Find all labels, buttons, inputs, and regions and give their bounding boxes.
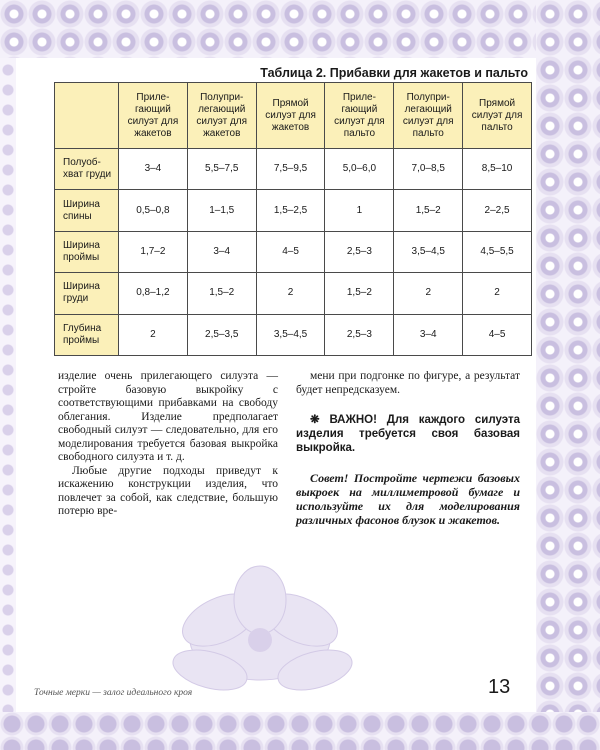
table-cell: 1,5–2 — [325, 273, 394, 314]
table-cell: 2,5–3 — [325, 231, 394, 272]
table-row — [55, 149, 532, 190]
table-cell: 2 — [119, 314, 188, 355]
table-cell: 2–2,5 — [463, 190, 532, 231]
header-cell: Приле- гающий силуэт для пальто — [325, 83, 394, 149]
table-cell: 3–4 — [187, 231, 256, 272]
row-label: Полуоб- хват груди — [55, 149, 119, 190]
page-number: 13 — [488, 676, 511, 698]
table-cell: 3,5–4,5 — [394, 231, 463, 272]
table-cell: 7,5–9,5 — [256, 149, 325, 190]
table-cell: 0,8–1,2 — [119, 273, 188, 314]
table-cell: 2 — [394, 273, 463, 314]
paragraph: изделие очень прилегающего силуэта — стройте базовую выкройку с соответствующими прибавками на свободу облегания. Изделие предполагает свободный силуэт — следовательно, для его моделирования требуется базовая выкройка свободного силуэта и т. д. — [58, 370, 278, 463]
table-cell: 4,5–5,5 — [463, 231, 532, 272]
paragraph: мени при подгонке по фигуре, а результат будет непредсказуем. — [296, 370, 520, 396]
header-cell: Приле- гающий силуэт для жакетов — [119, 83, 188, 149]
table-row — [55, 314, 532, 355]
table-cell: 4–5 — [256, 231, 325, 272]
text-column-right — [296, 370, 520, 527]
table-cell: 0,5–0,8 — [119, 190, 188, 231]
allowances-table — [54, 82, 532, 356]
row-label: Ширина проймы — [55, 231, 119, 272]
table-cell: 2 — [463, 273, 532, 314]
row-label: Ширина груди — [55, 273, 119, 314]
table-cell: 1–1,5 — [187, 190, 256, 231]
header-cell: Полупри- легающий силуэт для жакетов — [187, 83, 256, 149]
table-cell: 1,5–2,5 — [256, 190, 325, 231]
table-cell: 5,5–7,5 — [187, 149, 256, 190]
table-cell: 2,5–3 — [325, 314, 394, 355]
table-cell: 1,7–2 — [119, 231, 188, 272]
row-label: Ширина спины — [55, 190, 119, 231]
table-cell: 4–5 — [463, 314, 532, 355]
table-cell: 1 — [325, 190, 394, 231]
lace-border-right — [536, 0, 600, 750]
header-cell: Прямой силуэт для жакетов — [256, 83, 325, 149]
paragraph: Любые другие подходы приведут к искажению конструкции изделия, что повлечет за собой, как следствие, большую потерю вре- — [58, 464, 278, 517]
table-cell: 1,5–2 — [394, 190, 463, 231]
table-row — [55, 231, 532, 272]
table-cell: 5,0–6,0 — [325, 149, 394, 190]
table-row — [55, 190, 532, 231]
footer-caption: Точные мерки — залог идеального кроя — [34, 688, 193, 698]
table-header-row — [55, 83, 532, 149]
lace-border-bottom — [0, 712, 600, 750]
table-cell: 8,5–10 — [463, 149, 532, 190]
table-corner-cell — [55, 83, 119, 149]
table-cell: 3–4 — [394, 314, 463, 355]
lace-border-left — [0, 0, 16, 750]
table-cell: 3,5–4,5 — [256, 314, 325, 355]
important-note: ❋ ВАЖНО! Для каждого силуэта изделия требуется своя базовая выкройка. — [296, 414, 520, 454]
table-cell: 2,5–3,5 — [187, 314, 256, 355]
table-cell: 3–4 — [119, 149, 188, 190]
table-cell: 7,0–8,5 — [394, 149, 463, 190]
header-cell: Прямой силуэт для пальто — [463, 83, 532, 149]
row-label: Глубина проймы — [55, 314, 119, 355]
lace-border-top — [0, 0, 600, 58]
table-title: Таблица 2. Прибавки для жакетов и пальто — [260, 66, 528, 80]
table-row — [55, 273, 532, 314]
table-cell: 1,5–2 — [187, 273, 256, 314]
table-cell: 2 — [256, 273, 325, 314]
text-column-left — [58, 370, 278, 519]
advice-note: Совет! Постройте чертежи базовых выкроек на миллиметровой бумаге и используйте их для моделирования различных фасонов блузок и жакетов. — [296, 471, 520, 527]
header-cell: Полупри- легающий силуэт для пальто — [394, 83, 463, 149]
